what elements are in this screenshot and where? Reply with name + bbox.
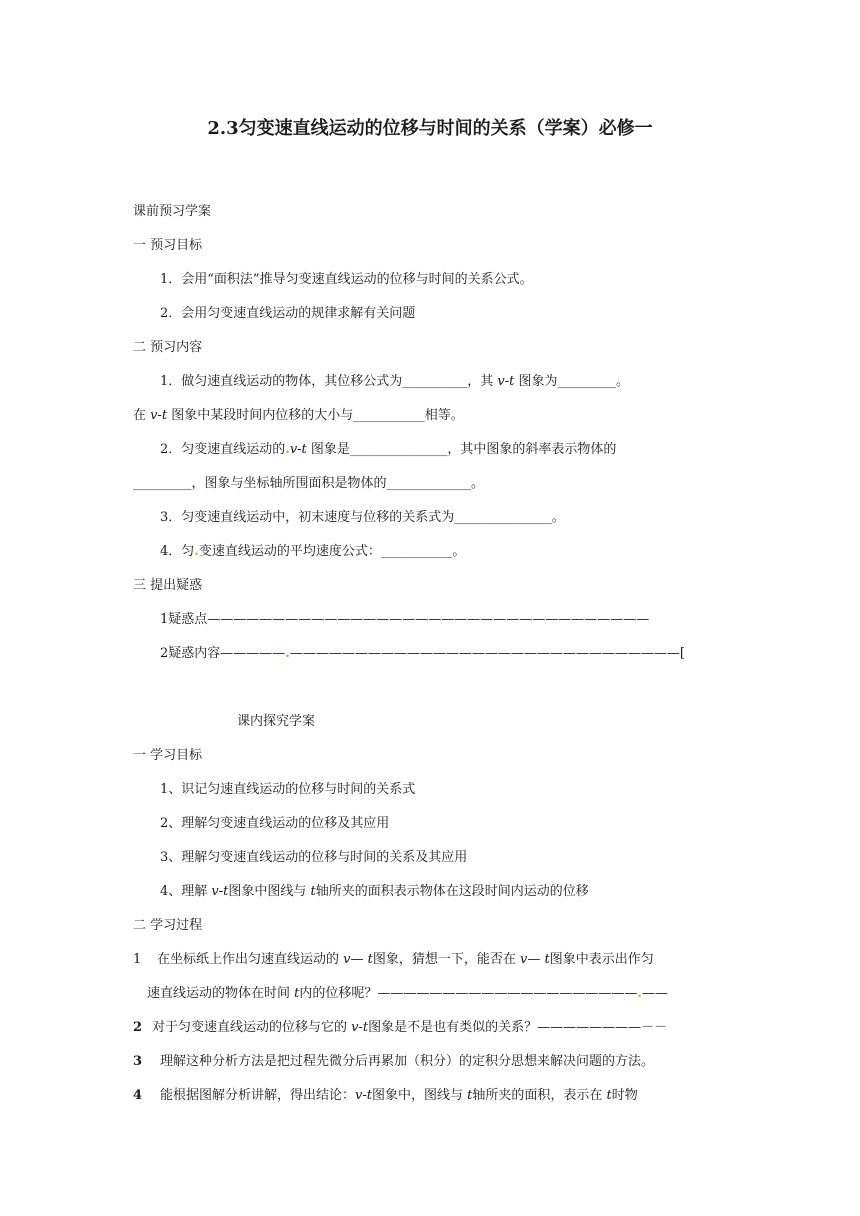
process-number-3: 3 bbox=[133, 1054, 143, 1069]
process-number-4: 4 bbox=[133, 1088, 143, 1103]
question-line-2: 2疑惑内容—————.——————————————————————————————[ bbox=[160, 646, 685, 661]
process-item-3: 理解这种分析方法是把过程先微分后再累加（积分）的定积分思想来解决问题的方法。 bbox=[160, 1054, 655, 1069]
section-heading-pre: 课前预习学案 bbox=[133, 204, 212, 219]
heading-questions: 三 提出疑惑 bbox=[133, 578, 203, 593]
heading-preview-goals: 一 预习目标 bbox=[133, 238, 203, 253]
stray-dot: . bbox=[285, 646, 290, 661]
learning-goal-1: 1、识记匀速直线运动的位移与时间的关系式 bbox=[160, 782, 416, 797]
content-item-2-line-1: 2．匀变速直线运动的.v-t 图象是_______________，其中图象的斜率表示物体的 bbox=[160, 442, 617, 457]
page-title: 2.3匀变速直线运动的位移与时间的关系（学案）必修一 bbox=[207, 118, 653, 139]
process-number-1: 1 bbox=[133, 952, 142, 967]
section-heading-inclass: 课内探究学案 bbox=[237, 714, 316, 729]
learning-goal-3: 3、理解匀变速直线运动的位移与时间的关系及其应用 bbox=[160, 850, 468, 865]
heading-learning-goals: 一 学习目标 bbox=[133, 748, 203, 763]
process-item-4: 能根据图解分析讲解，得出结论：v-t图象中，图线与 t轴所夹的面积，表示在 t时物 bbox=[160, 1088, 638, 1103]
heading-learning-process: 二 学习过程 bbox=[133, 918, 203, 933]
content-item-1-line-1: 1．做匀速直线运动的物体，其位移公式为__________，其 v-t 图象为_________。 bbox=[160, 374, 630, 389]
stray-dot: . bbox=[637, 986, 642, 1001]
learning-goal-4: 4、理解 v-t图象中图线与 t轴所夹的面积表示物体在这段时间内运动的位移 bbox=[160, 884, 589, 899]
goal-item-2: 2．会用匀变速直线运动的规律求解有关问题 bbox=[160, 306, 416, 321]
process-item-2: 对于匀变速直线运动的位移与它的 v-t图象是不是也有类似的关系？————————－－ bbox=[152, 1020, 668, 1035]
stray-dot: . bbox=[285, 442, 290, 457]
process-item-1-line-2: 速直线运动的物体在时间 t内的位移呢？————————————————————.—— bbox=[147, 986, 668, 1001]
content-item-3: 3．匀变速直线运动中，初末速度与位移的关系式为_______________。 bbox=[160, 510, 565, 525]
question-line-1: 1疑惑点—————————————————————————————————— bbox=[160, 612, 650, 627]
process-number-2: 2 bbox=[133, 1020, 143, 1035]
content-item-1-line-2: 在 v-t 图象中某段时间内位移的大小与___________相等。 bbox=[133, 408, 464, 423]
stray-dot: . bbox=[194, 544, 199, 559]
process-item-1-line-1: 在坐标纸上作出匀速直线运动的 v— t图象，猜想一下，能否在 v— t图象中表示出作匀 bbox=[157, 952, 654, 967]
learning-goal-2: 2、理解匀变速直线运动的位移及其应用 bbox=[160, 816, 390, 831]
goal-item-1: 1．会用“面积法”推导匀变速直线运动的位移与时间的关系公式。 bbox=[160, 272, 533, 287]
heading-preview-content: 二 预习内容 bbox=[133, 340, 203, 355]
content-item-4: 4．匀.变速直线运动的平均速度公式：___________。 bbox=[160, 544, 466, 559]
content-item-2-line-2: _________，图象与坐标轴所围面积是物体的_____________。 bbox=[133, 476, 485, 491]
